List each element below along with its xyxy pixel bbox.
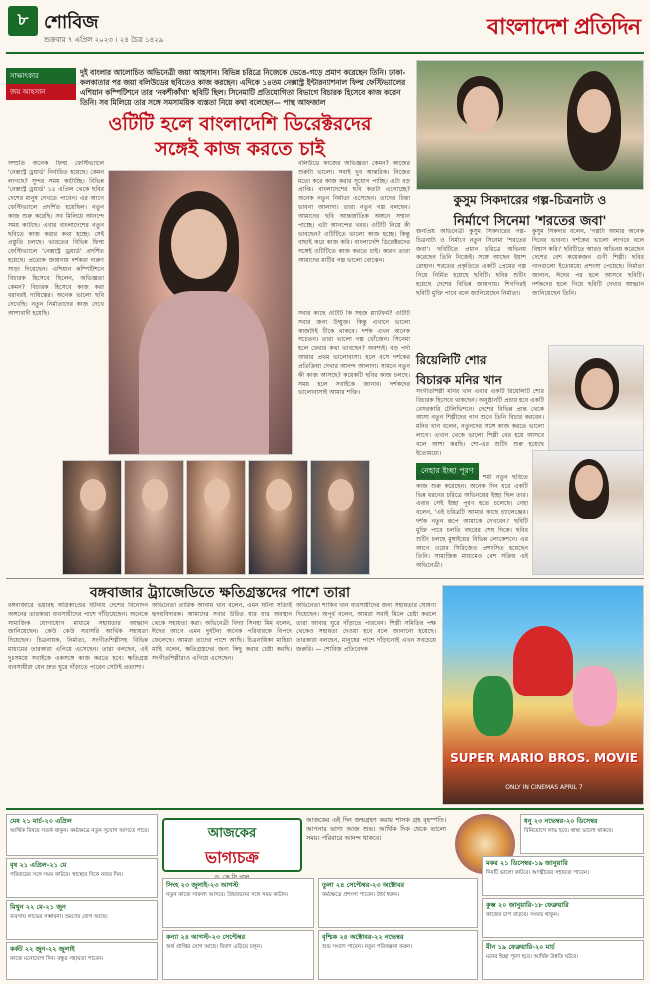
poster-tagline: ONLY IN CINEMAS APRIL 7	[505, 784, 583, 791]
sign-virgo: কন্যা ২৪ আগস্ট-২৩ সেপ্টেম্বর অর্থ প্রাপ্তির যোগ আছে। বিবাদ এড়িয়ে চলুন।	[162, 930, 314, 980]
reality-headline-line1: রিয়েলিটি শোর	[416, 353, 487, 367]
page-number: ৮	[8, 6, 38, 36]
lead-intro: দুই বাংলার আলোচিত অভিনেত্রী জয়া আহসান। বিভিন্ন চরিত্রে নিজেকে ভেঙে-গড়ে প্রমাণ করেছেন তিনি। ঢাকা-কলকাতার পর জয়া বলিউডের ছবিতেও কাজ করছেন। এদিকে ১৪তম নেক্সাস্ট্র ইন্টারন্যাশনাল ফিল্ম ফেস্টিভ্যালের এশিয়ান কম্পিটিশনে তার 'নকশীকাঁথা' ছবিটি ছিল। সিনেমাটি প্রতিযোগিতা বিভাগে বিচারক হিসেবে কাজ করেন তিনি। সব মিলিয়ে তার সঙ্গে সমসাময়িক ব্যস্ততা নিয়ে কথা বলেছেন— পান্থ আফজাল	[80, 68, 406, 107]
jaya-photo	[108, 170, 293, 455]
feature-headline-line2: নির্মাণে সিনেমা 'শরতের জবা'	[453, 214, 607, 229]
actor-photo-3	[186, 460, 246, 575]
feature-column-2: কুসুম সিকদার বলেন, 'গল্পটা আমার অনেক দিনের ভাবনা। দর্শকের ভালো লাগবে বলে বিশ্বাস করি।' ছবিটিতে আরও অভিনয় করেছেন দেশের বেশ কয়েকজন গুণী শিল্পী। ছবির গানগুলো ইতোমধ্যে প্রশংসা পেয়েছে। নির্মাতা জানান, ঈদের পর হলে আসবে ছবিটি। দর্শকদের হলে গিয়ে ছবিটি দেখার আহ্বান জানিয়েছেন তিনি।	[532, 228, 644, 297]
mid-rule	[6, 578, 644, 579]
actor-photo-5	[310, 460, 370, 575]
issue-date: শুক্রবার ৭ এপ্রিল ২০২৩ । ২৪ চৈত্র ১৪২৯	[44, 36, 164, 44]
lead-column-1: সম্প্রতি অনেক ফিল্ম ফেস্টিভ্যালে 'নেক্সাস্ট্র ড্রয়ার্ড' নির্বাচিত হয়েছে। কেমন লাগছে? সুন্দর সময় কাটাচ্ছি। বিভিন্ন 'নেক্সাস্ট্র ড্রয়ার্ড' ১৫ এপ্রিল থেকে ছবির দেশের মানুষ দেখতে পাবেন। এর আগে ফেস্টিভ্যালে প্রদর্শিত হয়েছিল। নতুন কাজ শুরু করেছি। সব মিলিয়ে আনন্দে সময় কাটছে। এবার বাংলাদেশের নতুন ছবিতে কাজ করার কথা হচ্ছে। সেই প্রস্তুতি চলছে। ভারতের বিভিন্ন ফিল্ম ফেস্টিভ্যালে 'নেক্সাস্ট্র ড্রয়ার্ড' প্রদর্শিত হয়েছে। প্রত্যেক জায়গায় দর্শকরা দারুণ সাড়া দিয়েছেন। এশিয়ান কম্পিটিশনে বিচারক হিসেবে ছিলেন, অভিজ্ঞতা কেমন? বিচারক হিসেবে কাজ করা বরাবরই দায়িত্বের। অনেক ভালো ছবি দেখেছি। নতুন নির্মাতাদের কাজ দেখে আশাবাদী হয়েছি।	[8, 160, 104, 318]
horoscope-heading-1: আজকের	[207, 826, 257, 841]
reality-headline	[416, 352, 546, 392]
sign-capricorn: মকর ২১ ডিসেম্বর-১৯ জানুয়ারি দিনটি ভালো কাটবে। আত্মীয়ের সহায়তা পাবেন।	[482, 856, 644, 896]
neha-body: বলিউড অভিনেত্রী নেহা শর্মা নতুন ছবিতে কাজ শুরু করেছেন। অনেক দিন ধরে একটি ভিন্ন ধরনের চরিত্রে অভিনয়ের ইচ্ছা ছিল তার। এবার সেই ইচ্ছা পূরণ হতে চলেছে। নেহা বলেন, 'এই চরিত্রটি আমার কাছে চ্যালেঞ্জের। দর্শক নতুন রূপে আমাকে দেখবেন।' ছবিটি মুক্তি পাবে চলতি বছরের শেষ দিকে। ছবির শুটিং চলছে মুম্বাইয়ের বিভিন্ন লোকেশনে। এর আগে ওয়েব সিরিজেও প্রশংসিত হয়েছেন তিনি। সামাজিক মাধ্যমেও বেশ সক্রিয় এই অভিনেত্রী।	[416, 474, 528, 570]
sign-leo: সিংহ ২৩ জুলাই-২৩ আগস্ট নতুন কাজে সাফল্য আসবে। প্রিয়জনের সঙ্গে সময় কাটান।	[162, 878, 314, 928]
sign-taurus: বৃষ ২১ এপ্রিল-২১ মে পরিবারের সঙ্গে সময় কাটবে। স্বাস্থ্যের দিকে নজর দিন।	[6, 858, 158, 898]
actor-photo-1	[62, 460, 122, 575]
mid-column-3: অভিনেতা শাকিব খান ব্যবসায়ীদের জন্য সহায়তার ঘোষণা দিয়েছেন। অপূর্ব বলেন, আমরা সবাই মিলে চেষ্টা করলে তারা আবার ঘুরে দাঁড়াতে পারবেন। শিল্পী সমিতির পক্ষ থেকেও সহায়তা দেওয়া হবে বলে জানানো হয়েছে। তারকারা বলছেন, মানুষের পাশে দাঁড়ানোই এখন সবচেয়ে জরুরি। — শোবিজ প্রতিবেদক	[296, 602, 436, 654]
feature-headline	[416, 192, 644, 233]
byline-box	[6, 68, 76, 96]
lead-column-3: সবার কাছে ওটিটি কি সহজ প্ল্যাটফর্ম? ওটিটি সবার জন্য উন্মুক্ত। কিন্তু এখানে ভালো কাজটাই টিকে থাকবে। দর্শক এখন অনেক সচেতন। তারা ভালো গল্প খোঁজেন। সিনেমা হলে ফেরার কথা ভাবছেন? অবশ্যই। বড় পর্দা আমার প্রথম ভালোবাসা। হলে বসে দর্শকের প্রতিক্রিয়া দেখার আনন্দ আলাদা। সামনে নতুন কী কাজ আসছে? কয়েকটি ছবির কাজ চলছে। সময় হলে সবাইকে জানাব। দর্শকদের ভালোবাসাই আমার শক্তি।	[298, 310, 410, 397]
reality-body: সংগীতশিল্পী মনির খান এবার একটি রিয়েলিটি শোর বিচারক হিসেবে থাকছেন। অনুষ্ঠানটি প্রচার হবে একটি বেসরকারি টেলিভিশনে। দেশের বিভিন্ন প্রান্ত থেকে আসা নতুন শিল্পীদের গান শুনে তিনি বিচার করবেন। মনির খান বলেন, নতুনদের সঙ্গে কাজ করতে ভালো লাগে। এখান থেকে ভালো শিল্পী বের হয়ে আসবে বলে আশা করছি। শো-এর শুটিং শুরু হয়েছে ইতোমধ্যে।	[416, 388, 544, 457]
kusum-film-photo	[416, 60, 644, 190]
sign-aquarius: কুম্ভ ২০ জানুয়ারি-১৮ ফেব্রুয়ারি কাজের চাপ বাড়বে। সংযত থাকুন।	[482, 898, 644, 938]
mid-column-2: অভিনেতা তারিক আনাম খান বলেন, এমন ঘটনা সত্যিই হৃদয়বিদারক। আমাদের সবার উচিত যার যার অবস্থান থেকে সহায়তা করা। অভিনেত্রী বিদ্যা সিনহা মিম বলেন, ঈদের আগে এমন দুর্ঘটনা অনেক পরিবারকে বিপদে ফেলেছে। আমরা তাদের পাশে আছি। চিত্রনায়িকা মাহিয়া মাহি বলেন, ক্ষতিগ্রস্তদের জন্য কিছু করার চেষ্টা করছি। সংগীতশিল্পীরাও এগিয়ে এসেছেন।	[152, 602, 292, 662]
sign-gemini: মিথুন ২২ মে-২১ জুন ব্যবসায় লাভের সম্ভাবনা। ভ্রমণের যোগ আছে।	[6, 900, 158, 940]
actor-photo-2	[124, 460, 184, 575]
feature-headline-line1: কুসুম সিকদারের গল্প-চিত্রনাট্য ও	[453, 193, 607, 207]
lead-column-2: বলিউডে কাজের অভিজ্ঞতা কেমন? কাজের শুরুটা ভালো। সবাই খুব আন্তরিক। নিজের মতো করে কাজ করার সুযোগ পাচ্ছি। এটা বড় প্রাপ্তি। বাংলাদেশের ছবি কতটা এগোচ্ছে? অনেক নতুন নির্মাতা এসেছেন। তাদের চিন্তা ভাবনা আলাদা। তারা নতুন গল্প বলছেন। আমাদের ছবি আন্তর্জাতিক অঙ্গনে সম্মান পাচ্ছে। এটা আনন্দের খবর। ওটিটি নিয়ে কী ভাবছেন? ওটিটিতে ভালো কাজ হচ্ছে। কিন্তু বাছাই করে কাজ করি। বাংলাদেশি ডিরেক্টরদের সঙ্গেই ওটিটিতে কাজ করতে চাই। কারণ তারা আমাদের মাটির গল্প ভালো বোঝেন।	[298, 160, 410, 265]
horoscope-title-box	[162, 818, 302, 872]
sign-pisces: মীন ১৯ ফেব্রুয়ারি-২০ মার্চ মনের ইচ্ছা পূরণ হবে। আর্থিক উন্নতি ঘটবে।	[482, 940, 644, 980]
sign-scorpio: বৃশ্চিক ২৪ অক্টোবর-২২ নভেম্বর শুভ সংবাদ পাবেন। নতুন পরিকল্পনা করুন।	[318, 930, 478, 980]
reporter-name: জয় আহসান	[6, 84, 76, 100]
actor-photo-4	[248, 460, 308, 575]
sign-sagittarius: ধনু ২৩ নভেম্বর-২০ ডিসেম্বর বিনিয়োগে লাভ হবে। স্বাস্থ্য ভালো থাকবে।	[520, 814, 644, 854]
header-rule	[6, 52, 644, 54]
horoscope-heading-2: ভাগ্যচক্র	[205, 848, 259, 867]
feature-column-1: জনপ্রিয় অভিনেত্রী কুসুম সিকদারের গল্প-চিত্রনাট্য ও নির্মাণে নতুন সিনেমা 'শরতের জবা'। ছবিটিতে প্রধান চরিত্রে অভিনয় করেছেন তিনি নিজেই। সঙ্গে আছেন ইয়াশ রোহান। শরতের প্রকৃতিতে একটি প্রেমের গল্প নিয়ে নির্মিত হয়েছে ছবিটি। ছবির শুটিং হয়েছে দেশের বিভিন্ন জায়গায়। শিগগিরই ছবিটি মুক্তি পাবে বলে জানিয়েছেন নির্মাতা।	[416, 228, 526, 297]
horoscope-intro: আজকের এই দিন জন্মগ্রহণ করায় শাসক গ্রহ বৃহস্পতি। আপনার ভাগ্য আজ শুভ। আর্থিক দিক থেকে ভালো সময়। পরিবারে আনন্দ থাকবে।	[306, 817, 446, 843]
masthead	[0, 0, 650, 50]
lead-headline-line1: ওটিটি হলে বাংলাদেশি ডিরেক্টরদের	[108, 113, 372, 135]
mario-movie-poster	[442, 585, 644, 805]
reality-headline-line2: বিচারক মনির খান	[416, 373, 502, 387]
lead-headline	[70, 112, 410, 161]
newspaper-logo: বাংলাদেশ প্রতিদিন	[486, 14, 640, 40]
lead-headline-line2: সঙ্গেই কাজ করতে চাই	[155, 137, 325, 160]
mid-column-1: বঙ্গবাজারে ভয়াবহ অগ্নিকাণ্ডের ঘটনায় দেশের বিনোদন অঙ্গনের তারকারা ব্যবসায়ীদের পাশে দাঁড়িয়েছেন। অনেকে সামাজিক যোগাযোগ মাধ্যমে সহায়তার আহ্বান জানিয়েছেন। কেউ কেউ সরাসরি আর্থিক সহায়তা দিয়েছেন। চিত্রনায়ক, নির্মাতা, সংগীতশিল্পীসহ বিভিন্ন মাধ্যমের তারকারা এগিয়ে এসেছেন। তারা বলছেন, এই দুঃসময়ে সবাইকে একসঙ্গে কাজ করতে হবে। ক্ষতিগ্রস্ত ব্যবসায়ীরা যেন দ্রুত ঘুরে দাঁড়াতে পারেন সেটাই প্রত্যাশা।	[8, 602, 148, 671]
mid-headline: বঙ্গবাজার ট্র্যাজেডিতে ক্ষতিগ্রস্তদের পাশে তারা	[89, 585, 351, 601]
neha-photo	[532, 450, 644, 575]
horoscope-rule	[6, 808, 644, 810]
neha-headline: নেহার ইচ্ছা পূরণ	[416, 463, 479, 480]
poster-title: SUPER MARIO BROS. MOVIE	[450, 751, 638, 765]
sign-aries: মেষ ২১ মার্চ-২০ এপ্রিল আর্থিক বিষয়ে সতর্ক থাকুন। কর্মক্ষেত্রে নতুন সুযোগ আসতে পারে।	[6, 814, 158, 856]
sign-libra: তুলা ২৪ সেপ্টেম্বর-২৩ অক্টোবর কর্মক্ষেত্রে প্রশংসা পাবেন। ধৈর্য ধরুন।	[318, 878, 478, 928]
section-title: শোবিজ	[44, 12, 99, 33]
sign-cancer: কর্কট ২২ জুন-২২ জুলাই কাজে মনোযোগ দিন। বন্ধুর সহায়তা পাবেন।	[6, 942, 158, 980]
kicker: সাক্ষাৎকার	[6, 68, 76, 84]
